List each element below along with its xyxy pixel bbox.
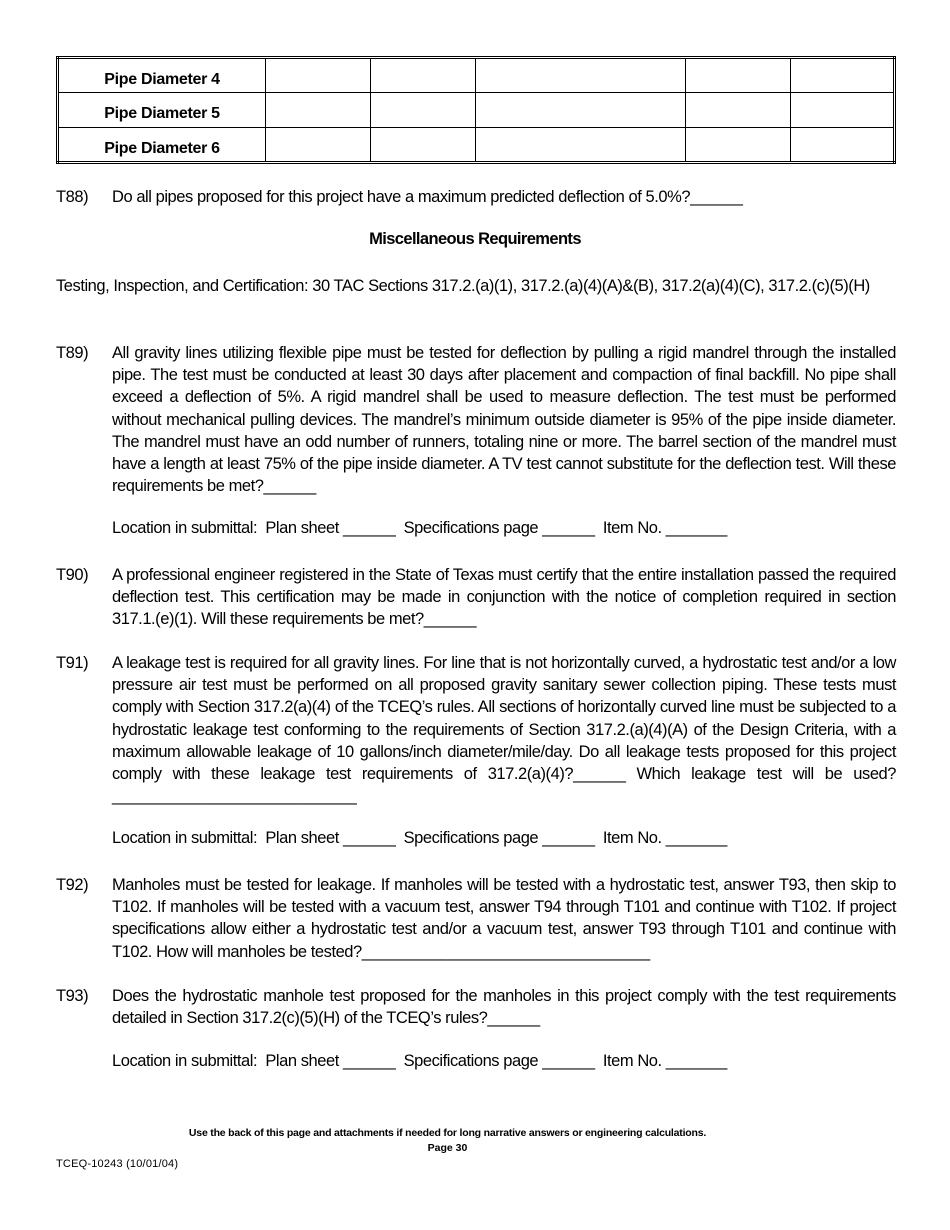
question-number-t91: T91)	[56, 654, 89, 672]
question-t90: A professional engineer registered in the State of Texas must certify that the entire installation passed the required deflection test. This certification may be made in conjunction with the notice of completion required in section 317.1.(e)(1). Will these requirements be met?______	[112, 566, 896, 629]
table-cell	[686, 58, 791, 93]
table-cell	[791, 93, 895, 128]
question-number-t88: T88)	[56, 188, 89, 206]
question-number-t89: T89)	[56, 344, 89, 362]
page-number: Page 30	[427, 1142, 468, 1154]
table-row	[58, 128, 895, 163]
testing-references: Testing, Inspection, and Certification: 30 TAC Sections 317.2.(a)(1), 317.2.(a)(4)(A)&(B), 317.2(a)(4)(C), 317.2.(c)(5)(H)	[56, 277, 870, 295]
question-t88: Do all pipes proposed for this project have a maximum predicted deflection of 5.0%?______	[112, 188, 743, 206]
question-t91: A leakage test is required for all gravity lines. For line that is not horizontally curved, a hydrostatic test and/or a low pressure air test must be performed on all proposed gravity sanitary sewer collection piping. These tests must comply with Section 317.2(a)(4) of the TCEQ’s rules. All sections of horizontally curved line must be subjected to a hydrostatic leakage test conforming to the requirements of Section 317.2.(a)(4)(A) of the Design Criteria, with a maximum allowable leakage of 10 gallons/inch diameter/mile/day. Do all leakage tests proposed for this project comply with these leakage test requirements of 317.2(a)(4)?______ Which leakage test will be used?____________________________	[112, 654, 896, 806]
footer-note: Use the back of this page and attachments if needed for long narrative answers or engineering calculations.	[188, 1127, 707, 1139]
table-row	[58, 93, 895, 128]
location-line-t93: Location in submittal: Plan sheet ______ Specifications page ______ Item No. _______	[112, 1052, 727, 1070]
table-cell	[266, 58, 371, 93]
question-t92: Manholes must be tested for leakage. If manholes will be tested with a hydrostatic test, answer T93, then skip to T102. If manholes will be tested with a vacuum test, answer T94 through T101 and continue with T102. If project specifications allow either a hydrostatic test and/or a vacuum test, answer T93 through T101 and continue with T102. How will manholes be tested?_________________________________	[112, 876, 896, 961]
question-t93: Does the hydrostatic manhole test proposed for the manholes in this project comply with the test requirements detailed in Section 317.2(c)(5)(H) of the TCEQ’s rules?______	[112, 987, 896, 1028]
table-cell	[791, 58, 895, 93]
table-cell	[686, 93, 791, 128]
table-cell	[476, 58, 686, 93]
table-cell	[791, 128, 895, 163]
section-heading: Miscellaneous Requirements	[369, 230, 581, 248]
table-cell	[371, 128, 476, 163]
row-label: Pipe Diameter 6	[58, 128, 266, 163]
table-cell	[371, 93, 476, 128]
table-cell	[476, 128, 686, 163]
question-t89: All gravity lines utilizing flexible pipe must be tested for deflection by pulling a rigid mandrel through the installed pipe. The test must be conducted at least 30 days after placement and compaction of final backfill. No pipe shall exceed a deflection of 5%. A rigid mandrel shall be used to measure deflection. The test must be performed without mechanical pulling devices. The mandrel’s minimum outside diameter is 95% of the pipe inside diameter. The mandrel must have an odd number of runners, totaling nine or more. The barrel section of the mandrel must have a length at least 75% of the pipe inside diameter. A TV test cannot substitute for the deflection test. Will these requirements be met?______	[112, 344, 896, 496]
question-number-t90: T90)	[56, 566, 89, 584]
table-cell	[371, 58, 476, 93]
location-line-t91: Location in submittal: Plan sheet ______ Specifications page ______ Item No. _______	[112, 829, 727, 847]
table-cell	[266, 128, 371, 163]
table-cell	[686, 128, 791, 163]
table-cell	[266, 93, 371, 128]
location-line-t89: Location in submittal: Plan sheet ______ Specifications page ______ Item No. _______	[112, 519, 727, 537]
table-row	[58, 58, 895, 93]
table-cell	[476, 93, 686, 128]
question-number-t92: T92)	[56, 876, 89, 894]
row-label: Pipe Diameter 5	[58, 93, 266, 128]
form-id: TCEQ-10243 (10/01/04)	[56, 1158, 179, 1170]
row-label: Pipe Diameter 4	[58, 58, 266, 93]
question-number-t93: T93)	[56, 987, 89, 1005]
pipe-diameter-table	[56, 56, 896, 164]
